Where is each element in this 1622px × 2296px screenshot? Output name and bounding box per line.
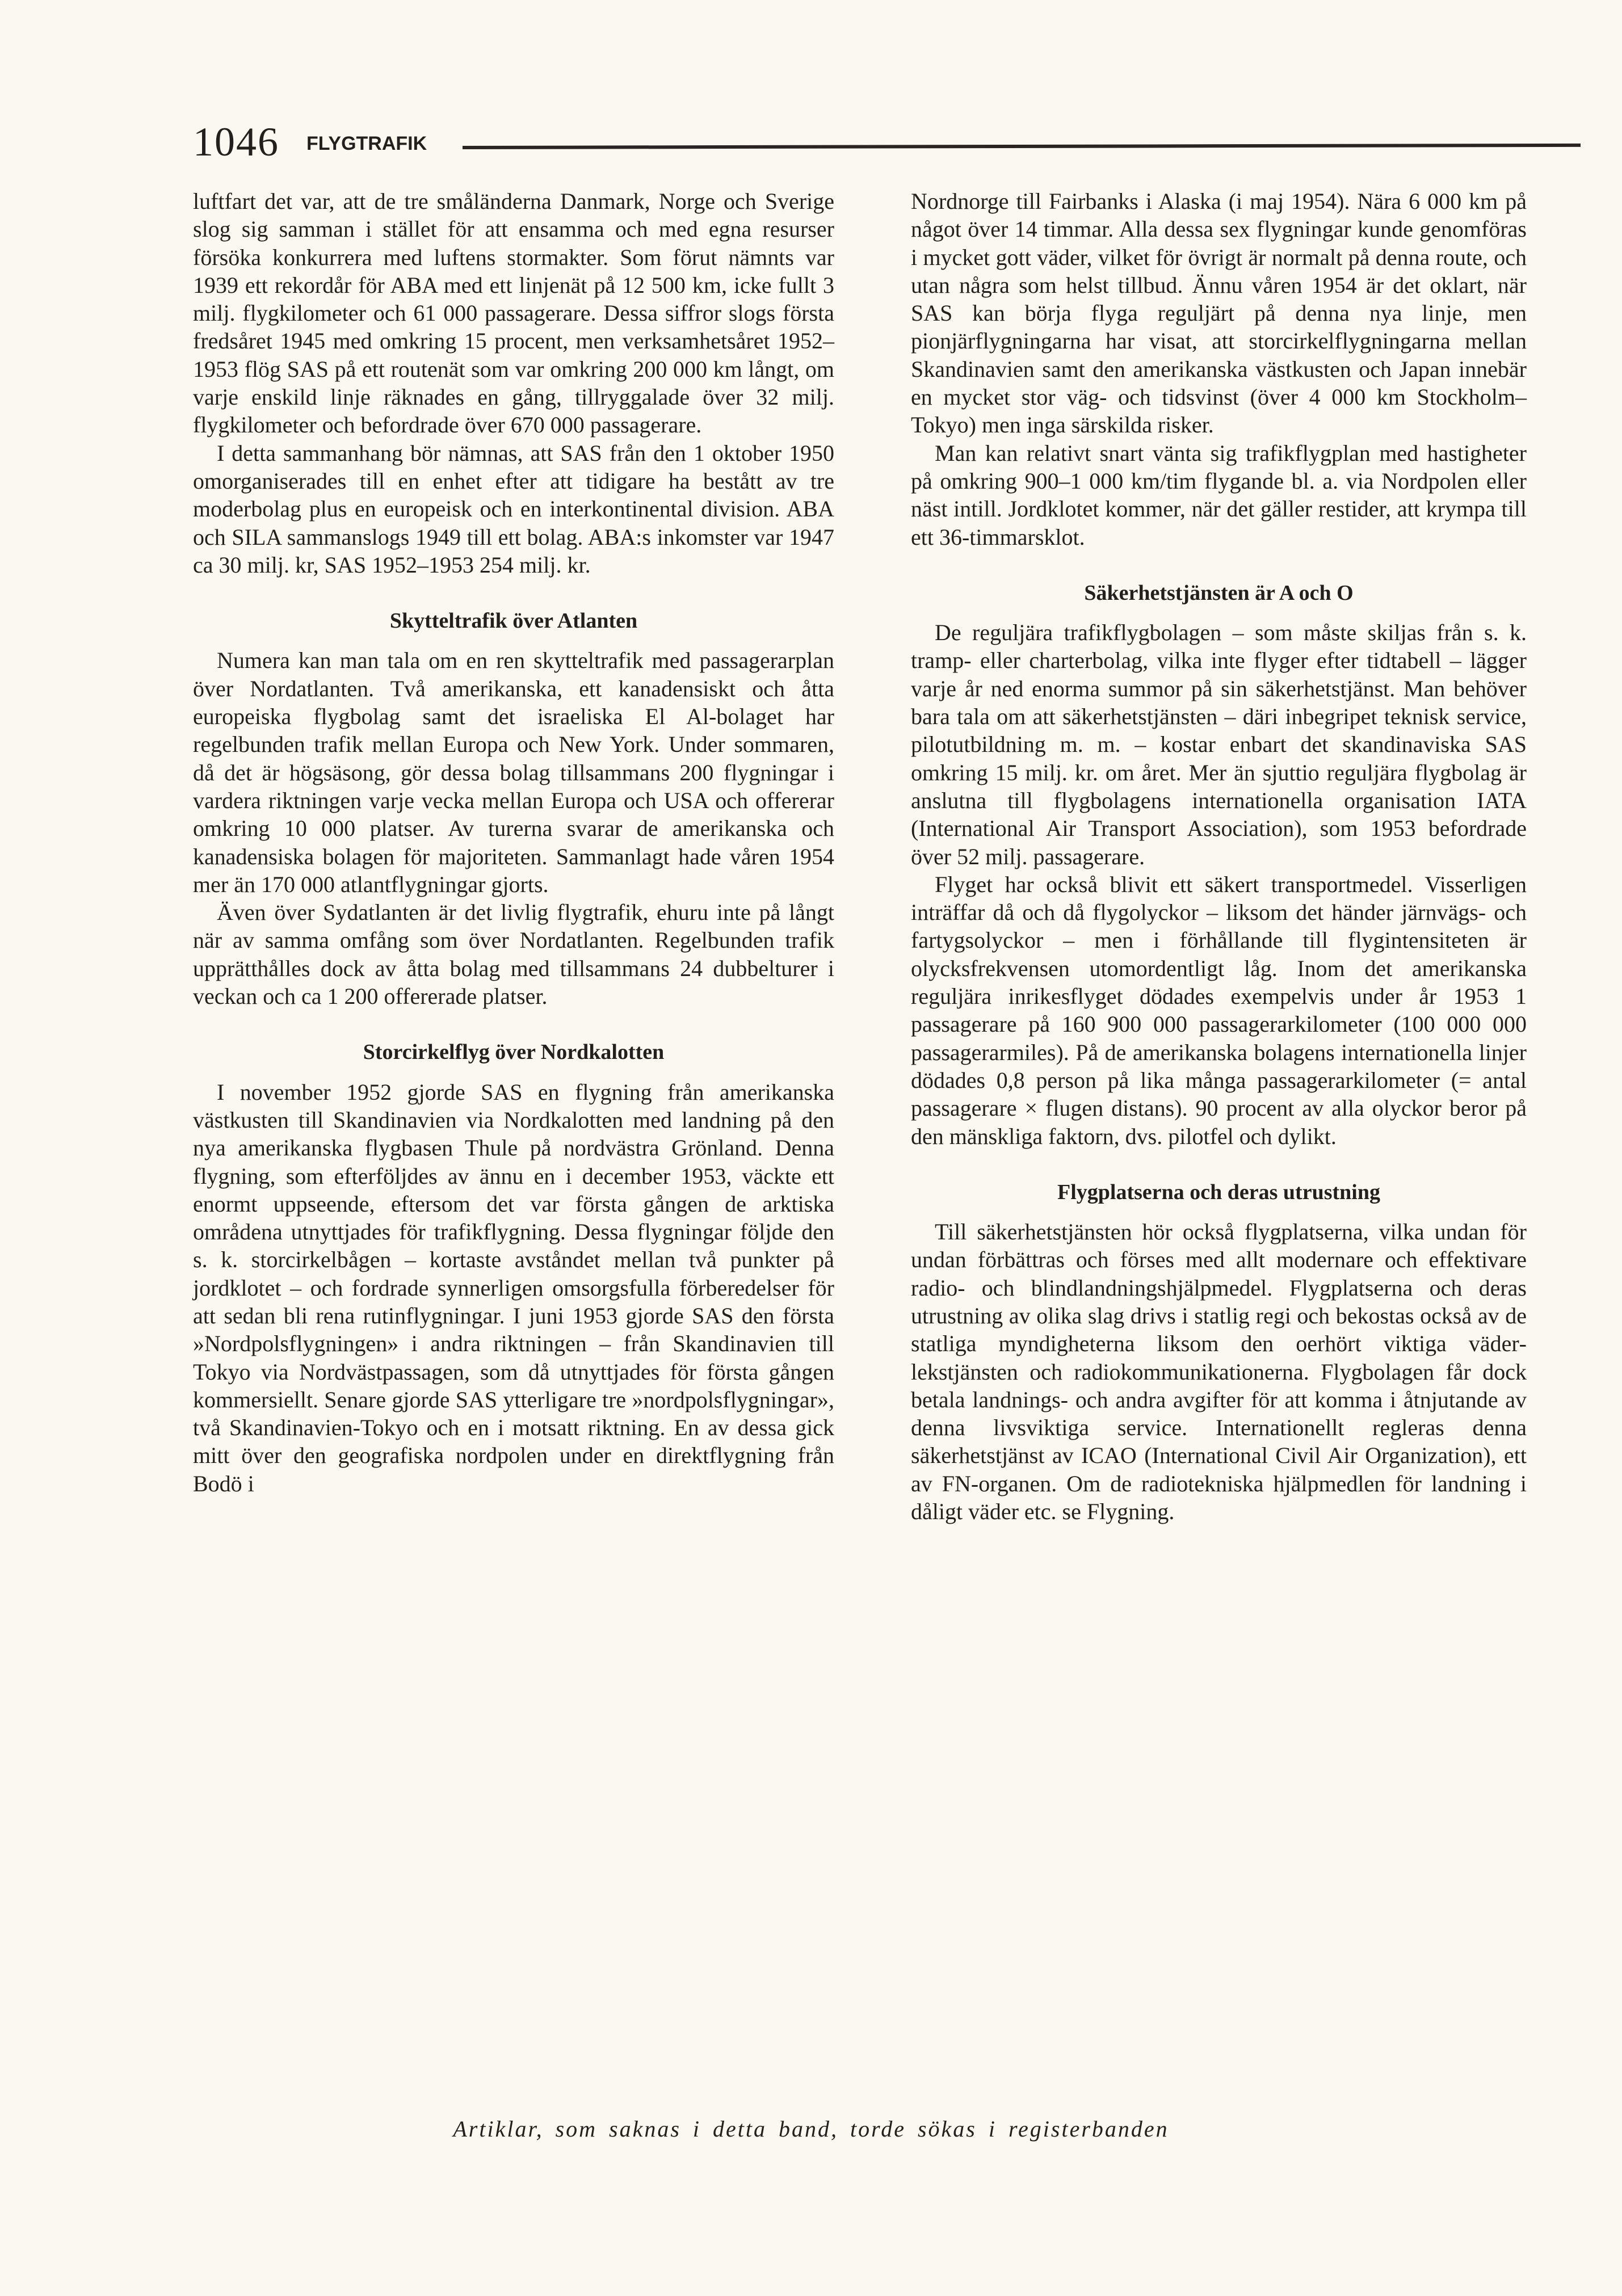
- section-heading-nordkalotten: Storcirkelflyg över Nordkalotten: [363, 1040, 665, 1065]
- paragraph: Till säkerhetstjänsten hör också flygplatserna, vilka undan för undan förbättras och förses med allt modernare och effektivare radio- och blindlandningshjälpmedel. Flygplatserna och deras utrustning av olika slag drivs i statlig regi och bekostas också av de statliga myndigheterna liksom den oerhört viktiga väderlekstjänsten och radiokommunikationerna. Flygbolagen får dock betala landnings- och andra avgifter för att komma i åtnjutande av denna livsviktiga service. Internationellt regleras denna säkerhetstjänst av ICAO (International Civil Air Organization), ett av FN-organen. Om de radiotekniska hjälpmedlen för landning i dåligt väder etc. se Flygning.: [911, 1219, 1527, 1525]
- paragraph: I november 1952 gjorde SAS en flygning från amerikanska västkusten till Skandinavien via Nordkalotten med landning på den nya amerikanska flygbasen Thule på nordvästra Grönland. Denna flygning, som efterföljdes av ännu en i december 1953, väckte ett enormt uppseende, eftersom det var första gången de arktiska områdena utnyttjades för trafikflygning. Dessa flygningar följde den s. k. storcirkelbågen – kortaste avståndet mellan två punkter på jordklotet – och fordrade synnerligen omsorgsfulla förberedelser för att sedan bli rena rutinflygningar. I juni 1953 gjorde SAS den första »Nordpolsflygningen» i andra riktningen – från Skandinavien till Tokyo via Nordvästpassagen, som då utnyttjades för första gången kommersiellt. Senare gjorde SAS ytterligare tre »nordpolsflygningar», två Skandinavien-Tokyo och en i motsatt riktning. En av dessa gick mitt över den geografiska nordpolen under en direktflygning från Bodö i: [193, 1079, 834, 1496]
- footer-note: Artiklar, som saknas i detta band, torde sökas i registerbanden: [453, 2116, 1169, 2142]
- paragraph: Även över Sydatlanten är det livlig flygtrafik, ehuru inte på långt när av samma omfång som över Nordatlanten. Regelbunden trafik upprätthålles dock av åtta bolag med tillsammans 24 dubbelturer i veckan och ca 1 200 offererade platser.: [193, 899, 834, 1010]
- section-heading-flygplatser: Flygplatserna och deras utrustning: [1057, 1180, 1380, 1204]
- section-heading-sakerhet: Säkerhetstjänsten är A och O: [1084, 581, 1354, 605]
- paragraph: luftfart det var, att de tre småländerna Danmark, Norge och Sverige slog sig samman i stället för att ensamma och med egna resurser försöka konkurrera med luftens stormakter. Som förut nämnts var 1939 ett rekordår för ABA med ett linjenät på 12 500 km, icke fullt 3 milj. flygkilometer och 61 000 passagerare. Dessa siffror slogs första fredsåret 1945 med omkring 15 procent, men verksamhetsåret 1952–1953 flög SAS på ett routenät som var omkring 200 000 km långt, om varje enskild linje räknades en gång, tillryggalade över 32 milj. flygkilometer och befordrade över 670 000 passagerare.: [193, 188, 834, 438]
- running-title: FLYGTRAFIK: [306, 133, 427, 154]
- paragraph: Flyget har också blivit ett säkert transportmedel. Visserligen inträffar då och då flygolyckor – liksom det händer järnvägs- och fartygsolyckor – men i förhållande till flygintensiteten är olycksfrekvensen utomordentligt låg. Inom det amerikanska reguljära inrikesflyget dödades exempelvis under år 1953 1 passagerare på 160 900 000 passagerarkilometer (100 000 000 passagerarmiles). På de amerikanska bolagens internationella linjer dödades 0,8 person på lika många passagerarkilometer (= antal passagerare × flugen distans). 90 procent av alla olyckor beror på den mänskliga faktorn, dvs. pilotfel och dylikt.: [911, 871, 1527, 1149]
- left-column: [193, 187, 834, 1498]
- header-rule: [463, 144, 1581, 149]
- paragraph: Numera kan man tala om en ren skytteltrafik med passagerarplan över Nordatlanten. Två amerikanska, ett kanadensiskt och åtta europeiska flygbolag samt det israeliska El Al-bolaget har regelbunden trafik mellan Europa och New York. Under sommaren, då det är högsäsong, gör dessa bolag tillsammans 200 flygningar i vardera riktningen varje vecka mellan Europa och USA och offererar omkring 10 000 platser. Av turerna svarar de amerikanska och kanadensiska bolagen för majoriteten. Sammanlagt hade våren 1954 mer än 170 000 atlantflygningar gjorts.: [193, 647, 834, 897]
- page-number: 1046: [193, 119, 279, 165]
- paragraph: Man kan relativt snart vänta sig trafikflygplan med hastigheter på omkring 900–1 000 km/tim flygande bl. a. via Nordpolen eller näst intill. Jordklotet kommer, när det gäller restider, att krympa till ett 36-timmarsklot.: [911, 440, 1527, 550]
- paragraph: De reguljära trafikflygbolagen – som måste skiljas från s. k. tramp- eller charterbolag, vilka inte flyger efter tidtabell – lägger varje år ned enorma summor på sin säkerhetstjänst. Man behöver bara tala om att säkerhetstjänsten – däri inbegripet teknisk service, pilotutbildning m. m. – kostar enbart det skandinaviska SAS omkring 15 milj. kr. om året. Mer än sjuttio reguljära flygbolag är anslutna till flygbolagens internationella organisation IATA (International Air Transport Association), som 1953 befordrade över 52 milj. passagerare.: [911, 620, 1527, 869]
- paragraph: Nordnorge till Fairbanks i Alaska (i maj 1954). Nära 6 000 km på något över 14 timmar. Alla dessa sex flygningar kunde genomföras i mycket gott väder, vilket för övrigt är normalt på denna route, och utan några som helst tillbud. Ännu våren 1954 är det oklart, när SAS kan börja flyga reguljärt på denna nya linje, men pionjärflygningarna har visat, att storcirkelflygningarna mellan Skandinavien samt den amerikanska västkusten och Japan innebär en mycket stor väg- och tidsvinst (över 4 000 km Stockholm–Tokyo) men inga särskilda risker.: [911, 188, 1527, 438]
- page-header: [193, 116, 1583, 167]
- right-column: [911, 187, 1527, 1525]
- paragraph: I detta sammanhang bör nämnas, att SAS från den 1 oktober 1950 omorganiserades till en enhet efter att tidigare ha bestått av tre moderbolag plus en europeisk och en interkontinental division. ABA och SILA sammanslogs 1949 till ett bolag. ABA:s inkomster var 1947 ca 30 milj. kr, SAS 1952–1953 254 milj. kr.: [193, 440, 834, 578]
- section-heading-atlanten: Skytteltrafik över Atlanten: [389, 609, 638, 633]
